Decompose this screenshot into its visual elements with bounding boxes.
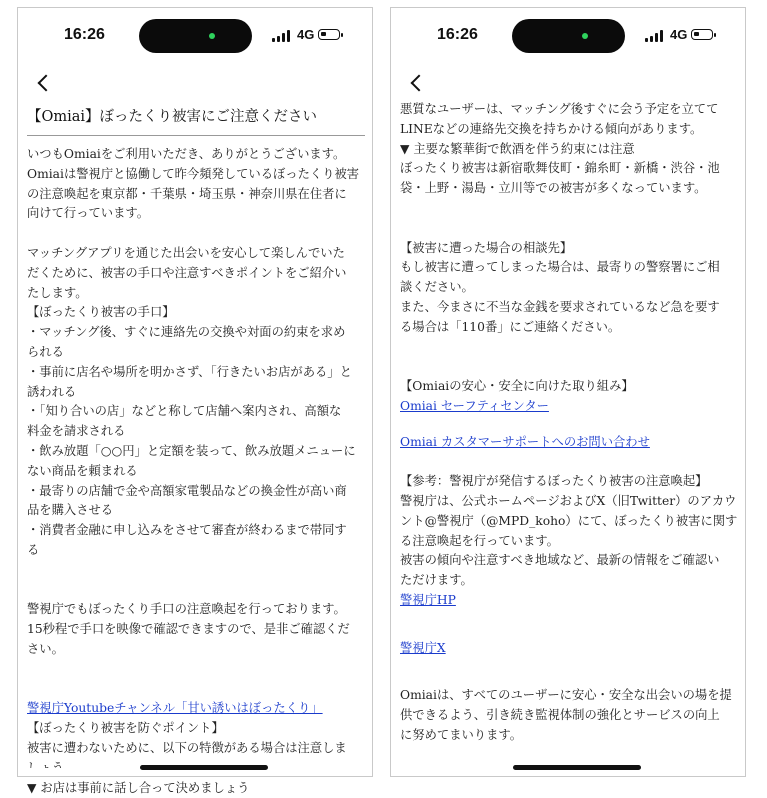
text-line: る場合は「110番」にご連絡ください。 (400, 318, 738, 338)
text-line: 被害の傾向や注意すべき地域など、最新の情報をご確認い (400, 551, 738, 571)
safety-center-link[interactable]: Omiai セーフティセンター (400, 399, 549, 413)
dynamic-island (512, 19, 625, 53)
text-line: る注意喚起を行っています。 (400, 532, 738, 552)
text-line: ・マッチング後、すぐに連絡先の交換や対面の約束を求め (27, 323, 365, 343)
text-line: さい。 (27, 640, 365, 660)
camera-indicator-icon (582, 33, 588, 39)
signal-icon (645, 30, 665, 42)
text-line: ・消費者金融に申し込みをさせて審査が終わるまで帯同す (27, 521, 365, 541)
text-line: 談ください。 (400, 278, 738, 298)
status-bar (391, 8, 745, 60)
text-line: Omiaiは警視庁と協働して昨今頻発しているぼったくり被害 (27, 165, 365, 185)
blank-line (400, 357, 738, 377)
text-line: ント@警視庁（@MPD_koho）にて、ぼったくり被害に関す (400, 512, 738, 532)
article-content (400, 100, 738, 746)
chevron-left-icon (37, 75, 54, 92)
police-hp-link[interactable]: 警視庁HP (400, 593, 456, 607)
dynamic-island (139, 19, 252, 53)
text-line: また、今まさに不当な金銭を要求されているなど急を要す (400, 298, 738, 318)
blank-line (27, 680, 365, 700)
network-type: 4G (297, 27, 314, 42)
text-line: 悪質なユーザーは、マッチング後すぐに会う予定を立てて (400, 100, 738, 120)
phone-screen-right (390, 7, 746, 777)
text-line: 【被害に遭った場合の相談先】 (400, 239, 738, 259)
text-line: 警視庁でもぼったくり手口の注意喚起を行っております。 (27, 600, 365, 620)
text-line: 【Omiaiの安心・安全に向けた取り組み】 (400, 377, 738, 397)
text-line: の注意喚起を東京都・千葉県・埼玉県・神奈川県在住者に (27, 185, 365, 205)
text-line: 誘われる (27, 383, 365, 403)
blank-line (27, 581, 365, 601)
text-line: 袋・上野・湯島・立川等での被害が多くなっています。 (400, 179, 738, 199)
text-line: ・事前に店名や場所を明かさず、「行きたいお店がある」と (27, 363, 365, 383)
text-line: 【ぼったくり被害の手口】 (27, 303, 365, 323)
text-line: ぼったくり被害は新宿歌舞伎町・錦糸町・新橋・渋谷・池 (400, 159, 738, 179)
text-line: ・飲み放題「○○円」と定額を装って、飲み放題メニューに (27, 442, 365, 462)
chevron-left-icon (410, 75, 427, 92)
text-line: 【ぼったくり被害を防ぐポイント】 (27, 719, 365, 739)
back-button[interactable] (405, 70, 427, 96)
text-line: 15秒程で手口を映像で確認できますので、是非ご確認くだ (27, 620, 365, 640)
article-content (27, 103, 365, 798)
text-line: いつもOmiaiをご利用いただき、ありがとうございます。 (27, 145, 365, 165)
text-line: 料金を請求される (27, 422, 365, 442)
police-x-link[interactable]: 警視庁X (400, 641, 446, 655)
signal-icon (272, 30, 292, 42)
home-indicator[interactable] (513, 765, 641, 770)
text-line: ない商品を頼まれる (27, 462, 365, 482)
blank-line (400, 338, 738, 358)
status-time: 16:26 (64, 26, 105, 44)
text-line: られる (27, 343, 365, 363)
blank-line (27, 660, 365, 680)
battery-icon (318, 29, 340, 40)
status-time: 16:26 (437, 26, 478, 44)
text-line: 警視庁は、公式ホームページおよびX（旧Twitter）のアカウ (400, 492, 738, 512)
text-line: 向けて行っています。 (27, 204, 365, 224)
text-line: たします。 (27, 284, 365, 304)
text-line: ・最寄りの店舗で金や高額家電製品などの換金性が高い商 (27, 482, 365, 502)
blank-line (27, 561, 365, 581)
customer-support-link[interactable]: Omiai カスタマーサポートへのお問い合わせ (400, 435, 650, 449)
status-bar (18, 8, 372, 60)
text-line: 【参考：警視庁が発信するぼったくり被害の注意喚起】 (400, 472, 738, 492)
text-line: Omiaiは、すべてのユーザーに安心・安全な出会いの場を提 (400, 686, 738, 706)
battery-icon (691, 29, 713, 40)
youtube-link[interactable]: 警視庁Youtubeチャンネル「甘い誘いはぼったくり」 (27, 701, 323, 715)
text-line: LINEなどの連絡先交換を持ちかける傾向があります。 (400, 120, 738, 140)
text-line: 供できるよう、引き続き監視体制の強化とサービスの向上 (400, 706, 738, 726)
text-line: る (27, 541, 365, 561)
text-line: だくために、被害の手口や注意すべきポイントをご紹介い (27, 264, 365, 284)
text-line: ▼ お店は事前に話し合って決めましょう (27, 779, 365, 798)
text-line: もし被害に遭ってしまった場合は、最寄りの警察署にご相 (400, 258, 738, 278)
text-line: 被害に遭わないために、以下の特徴がある場合は注意しま (27, 739, 365, 759)
text-line: マッチングアプリを通じた出会いを安心して楽しんでいた (27, 244, 365, 264)
camera-indicator-icon (209, 33, 215, 39)
text-line: ただけます。 (400, 571, 738, 591)
text-line: 品を購入させる (27, 501, 365, 521)
text-line: ・「知り合いの店」などと称して店舗へ案内され、高額な (27, 402, 365, 422)
text-line: ▼ 主要な繁華街で飲酒を伴う約束には注意 (400, 140, 738, 160)
network-type: 4G (670, 27, 687, 42)
blank-line (400, 199, 738, 219)
article-title: 【Omiai】ぼったくり被害にご注意ください (27, 103, 365, 136)
home-indicator[interactable] (140, 765, 268, 770)
text-line: に努めてまいります。 (400, 726, 738, 746)
blank-line (27, 224, 365, 244)
phone-screen-left (17, 7, 373, 777)
back-button[interactable] (32, 70, 54, 96)
blank-line (400, 219, 738, 239)
